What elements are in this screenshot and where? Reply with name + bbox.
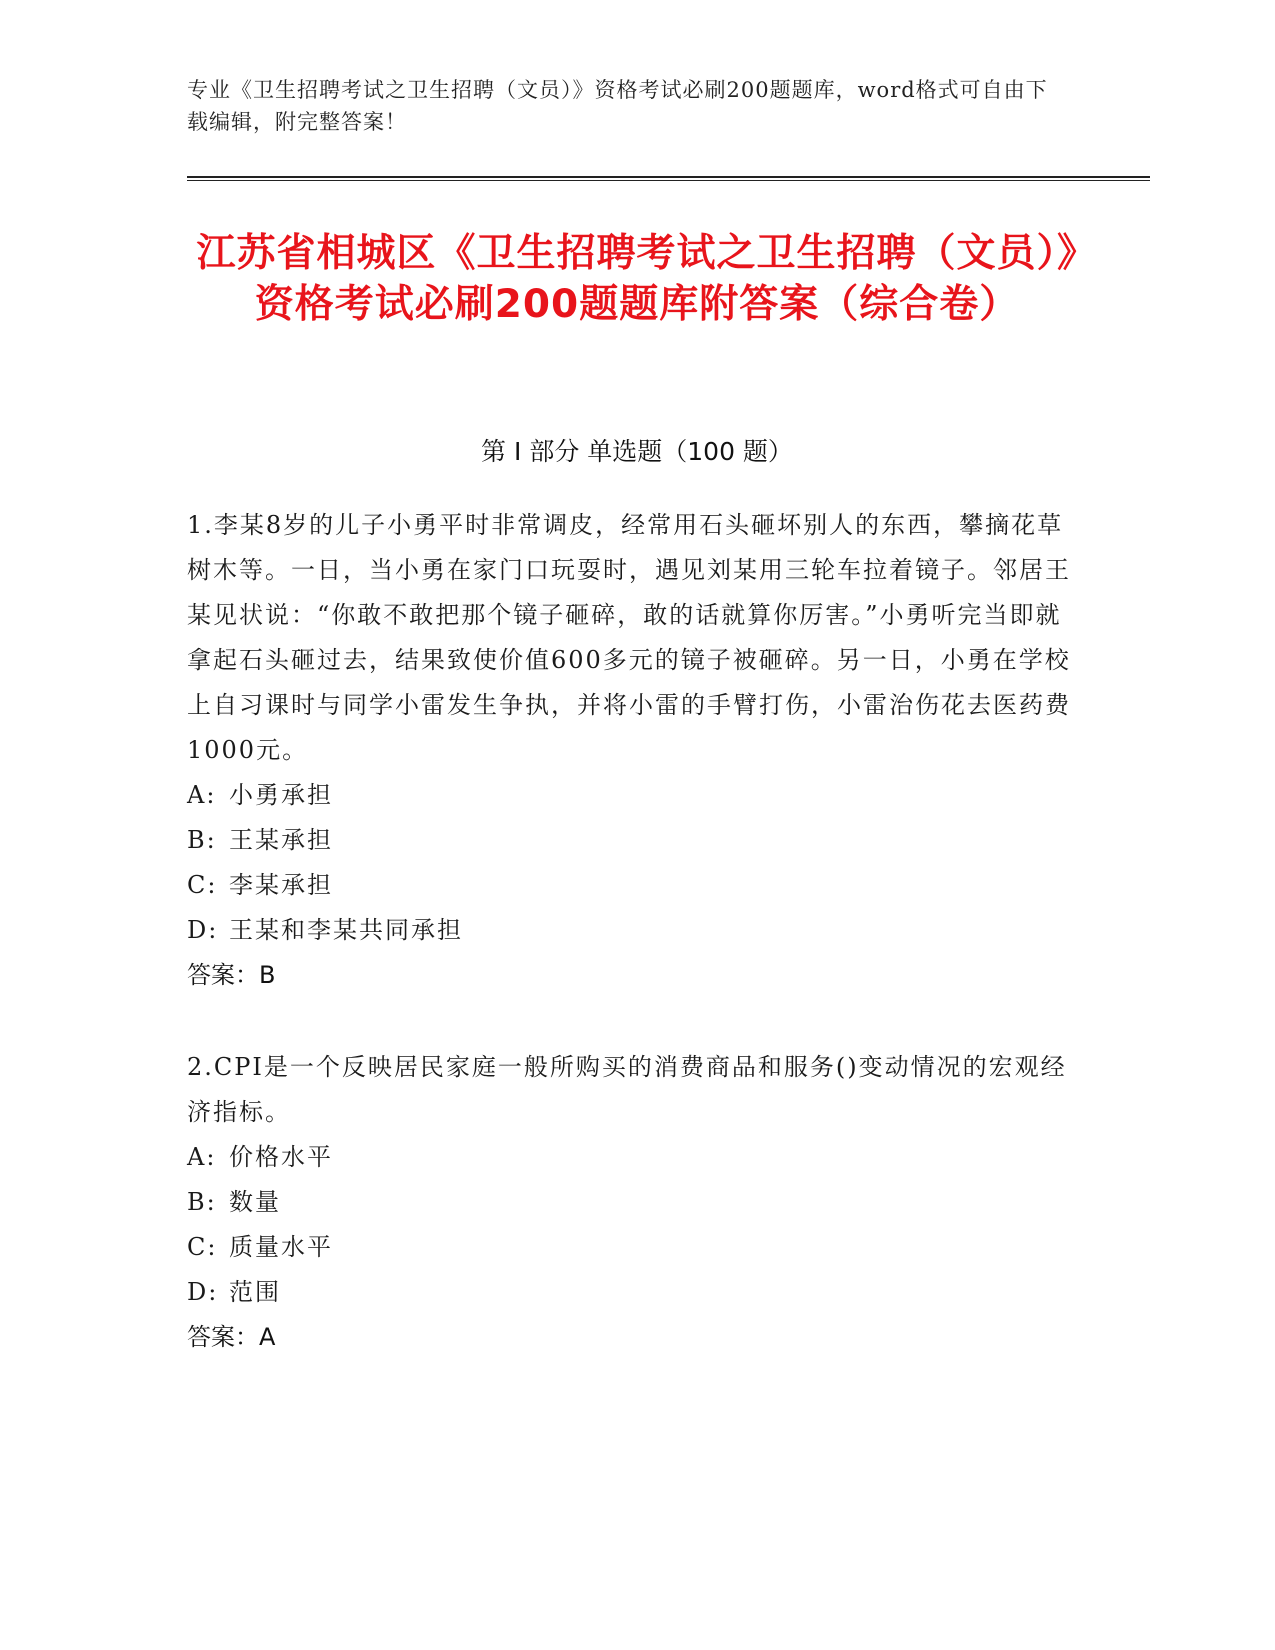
answer: 答案：A bbox=[187, 1323, 276, 1351]
option-label: B: bbox=[187, 826, 217, 854]
option-a bbox=[187, 773, 1077, 818]
header-divider-thin bbox=[187, 180, 1150, 181]
header-divider bbox=[187, 176, 1150, 182]
answer: 答案：B bbox=[187, 961, 276, 989]
option-text: 数量 bbox=[229, 1188, 281, 1216]
option-label: A: bbox=[187, 1143, 217, 1171]
option-label: A: bbox=[187, 781, 217, 809]
question-2 bbox=[187, 1045, 1077, 1360]
option-text: 李某承担 bbox=[229, 871, 333, 899]
question-stem: 2.CPI是一个反映居民家庭一般所购买的消费商品和服务()变动情况的宏观经济指标。 bbox=[187, 1053, 1067, 1126]
question-1 bbox=[187, 503, 1077, 998]
option-label: D: bbox=[187, 1278, 219, 1306]
option-label: C: bbox=[187, 871, 218, 899]
option-c bbox=[187, 1225, 1077, 1270]
option-text: 王某承担 bbox=[229, 826, 333, 854]
header-divider-thick bbox=[187, 176, 1150, 178]
option-d bbox=[187, 908, 1077, 953]
option-text: 质量水平 bbox=[229, 1233, 333, 1261]
option-text: 范围 bbox=[229, 1278, 281, 1306]
header-note: 专业《卫生招聘考试之卫生招聘（文员）》资格考试必刷200题题库，word格式可自由下载编辑，附完整答案！ bbox=[187, 78, 1048, 134]
option-text: 价格水平 bbox=[229, 1143, 333, 1171]
document-title: 江苏省相城区《卫生招聘考试之卫生招聘（文员）》资格考试必刷200题题库附答案（综合卷） bbox=[196, 231, 1078, 327]
option-b bbox=[187, 818, 1077, 863]
option-label: B: bbox=[187, 1188, 217, 1216]
option-text: 小勇承担 bbox=[229, 781, 333, 809]
question-stem: 1.李某8岁的儿子小勇平时非常调皮，经常用石头砸坏别人的东西，攀摘花草树木等。一日，当小勇在家门口玩耍时，遇见刘某用三轮车拉着镜子。邻居王某见状说：“你敢不敢把那个镜子砸碎，敢的话就算你厉害。”小勇听完当即就拿起石头砸过去，结果致使价值600多元的镜子被砸碎。另一日，小勇在学校上自习课时与同学小雷发生争执，并将小雷的手臂打伤，小雷治伤花去医药费1000元。 bbox=[187, 511, 1071, 764]
option-c bbox=[187, 863, 1077, 908]
option-a bbox=[187, 1135, 1077, 1180]
option-d bbox=[187, 1270, 1077, 1315]
option-text: 王某和李某共同承担 bbox=[229, 916, 463, 944]
option-b bbox=[187, 1180, 1077, 1225]
option-label: D: bbox=[187, 916, 219, 944]
option-label: C: bbox=[187, 1233, 218, 1261]
section-heading: 第 I 部分 单选题（100 题） bbox=[481, 437, 793, 466]
